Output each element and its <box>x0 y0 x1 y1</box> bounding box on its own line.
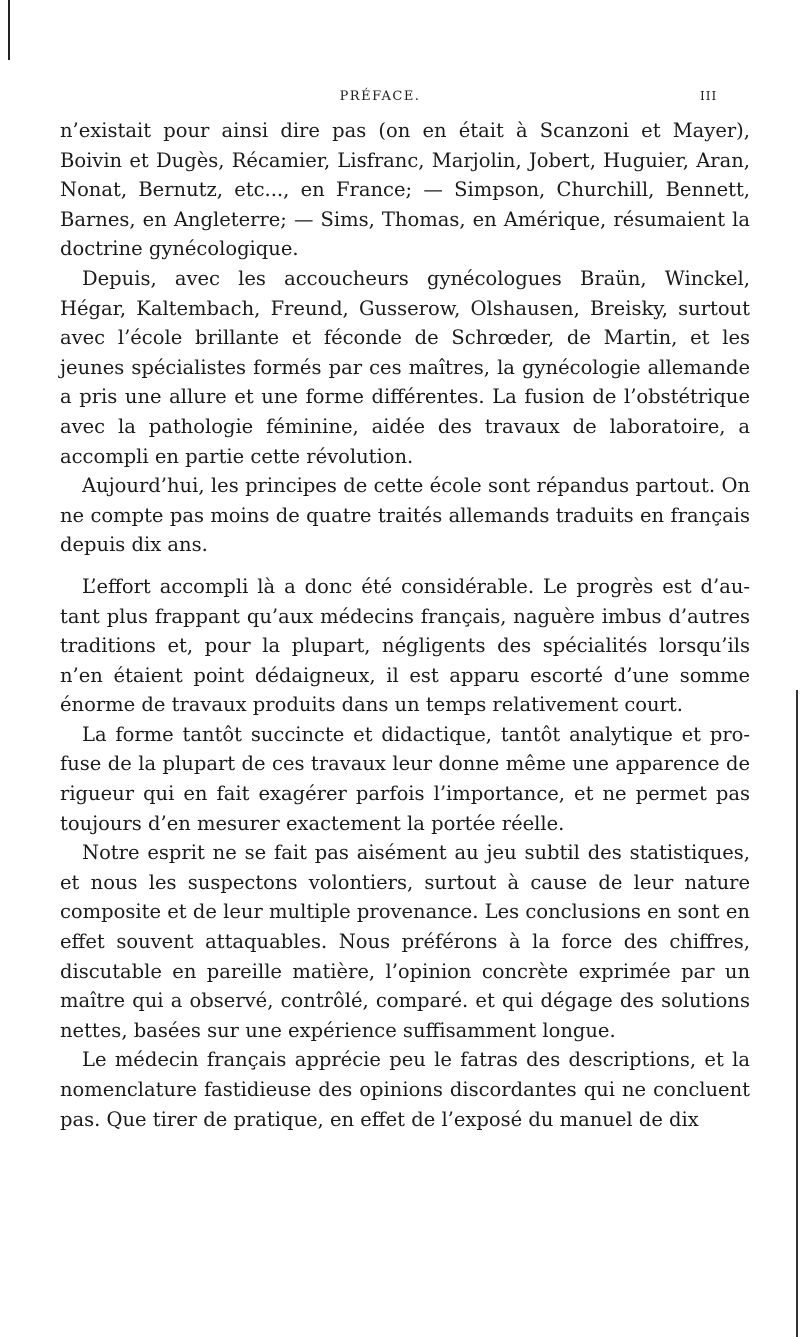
page-header <box>0 89 801 113</box>
paragraph-3: Aujourd’hui, les principes de cette école sont répandus partout. On ne compte pas moins de quatre traités allemands traduits en français depuis dix ans. <box>60 474 750 557</box>
running-title: PRÉFACE. <box>339 89 421 104</box>
page-number: III <box>700 89 718 103</box>
paragraph-1: n’existait pour ainsi dire pas (on en était à Scanzoni et Mayer), Boivin et Dugès, Récamier, Lisfranc, Marjolin, Jobert, Huguier, Aran, Nonat, Bernutz, etc..., en France; — Simpson, Churchill, Bennett, Barnes, en Angleterre; — Sims, Thomas, en Amérique, résumaient la doctrine gynécologique. <box>60 119 750 261</box>
paragraph-7: Le médecin français apprécie peu le fatras des descriptions, et la nomenclature fastidieuse des opinions discordantes qui ne concluent pas. Que tirer de pratique, en effet de l’exposé du manuel de dix <box>60 1048 750 1131</box>
paragraph-4: L’effort accompli là a donc été considérable. Le progrès est d’au-tant plus frappant qu’aux médecins français, naguère imbus d’autres traditions et, pour la plupart, négligents des spécialités lorsqu’ils n’en étaient point dédaigneux, il est apparu escorté d’une somme énorme de travaux produits dans un temps relativement court. <box>60 574 750 717</box>
body-text <box>60 116 750 1134</box>
paragraph-6: Notre esprit ne se fait pas aisément au jeu subtil des statistiques, et nous les suspectons volontiers, surtout à cause de leur nature composite et de leur multiple provenance. Les conclusions en sont en effet souvent attaquables. Nous préférons à la force des chiffres, discutable en pareille matière, l’opinion concrète exprimée par un maître qui a observé, contrôlé, comparé. et qui dégage des solutions nettes, basées sur une expérience suffisamment longue. <box>60 841 750 1042</box>
page-edge-left <box>8 0 10 60</box>
page-edge-right <box>796 690 798 1337</box>
paragraph-2: Depuis, avec les accoucheurs gynécologues Braün, Winckel, Hégar, Kaltembach, Freund, Gusserow, Olshausen, Breisky, surtout avec l’école brillante et féconde de Schrœder, de Martin, et les jeunes spécialistes formés par ces maîtres, la gynécologie allemande a pris une allure et une forme différentes. La fusion de l’obstétrique avec la pathologie féminine, aidée des travaux de laboratoire, a accompli en partie cette révolution. <box>60 266 750 468</box>
paragraph-5: La forme tantôt succincte et didactique, tantôt analytique et pro-fuse de la plupart de ces travaux leur donne même une apparence de rigueur qui en fait exagérer parfois l’importance, et ne permet pas toujours d’en mesurer exactement la portée réelle. <box>60 722 750 835</box>
